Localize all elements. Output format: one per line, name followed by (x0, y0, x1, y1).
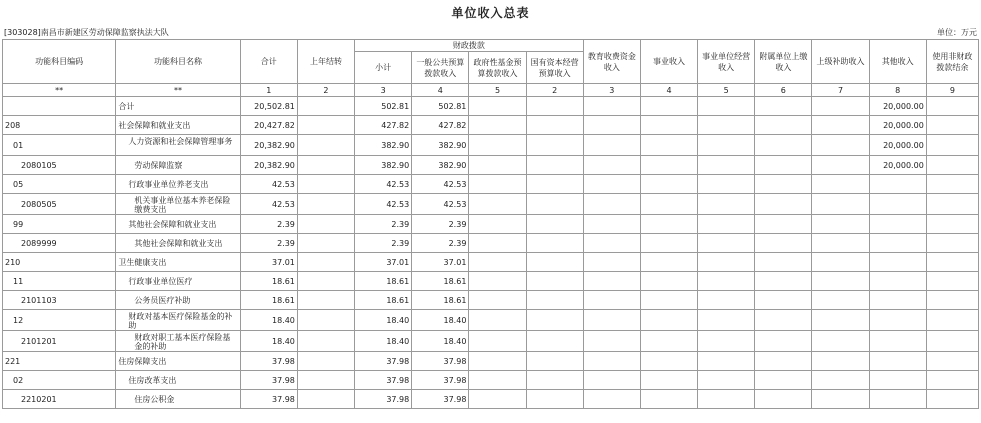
cell-general: 42.53 (412, 194, 469, 215)
cell-business (640, 116, 697, 135)
cell-state-capital (526, 116, 583, 135)
cell-other (869, 272, 926, 291)
cell-affiliate (755, 215, 812, 234)
cell-state-capital (526, 390, 583, 409)
cell-name: 其他社会保障和就业支出 (116, 215, 240, 234)
table-row (3, 234, 979, 253)
cell-edu (583, 194, 640, 215)
cell-operating (698, 234, 755, 253)
cell-gov-fund (469, 352, 526, 371)
cell-nonfiscal (926, 291, 978, 310)
cell-gov-fund (469, 310, 526, 331)
cell-subsidy (812, 272, 869, 291)
cell-general: 382.90 (412, 135, 469, 156)
header-operating: 事业单位经营收入 (698, 40, 755, 84)
cell-carry (297, 234, 354, 253)
table-row (3, 291, 979, 310)
cell-total: 37.98 (240, 390, 297, 409)
cell-edu (583, 116, 640, 135)
cell-subsidy (812, 215, 869, 234)
cell-code: 99 (3, 215, 116, 234)
index-cell: 2 (526, 84, 583, 97)
header-edu: 教育收费资金收入 (583, 40, 640, 84)
cell-name: 合计 (116, 97, 240, 116)
cell-other: 20,000.00 (869, 135, 926, 156)
index-cell: 6 (755, 84, 812, 97)
cell-business (640, 194, 697, 215)
cell-business (640, 215, 697, 234)
cell-general: 382.90 (412, 156, 469, 175)
cell-state-capital (526, 331, 583, 352)
cell-edu (583, 175, 640, 194)
cell-subsidy (812, 390, 869, 409)
cell-gov-fund (469, 194, 526, 215)
table-row (3, 97, 979, 116)
index-cell: 3 (355, 84, 412, 97)
page-title: 单位收入总表 (451, 6, 530, 20)
cell-affiliate (755, 97, 812, 116)
cell-total: 42.53 (240, 175, 297, 194)
cell-total: 20,502.81 (240, 97, 297, 116)
header-gov-fund: 政府性基金预算拨款收入 (469, 52, 526, 84)
cell-affiliate (755, 234, 812, 253)
cell-subsidy (812, 234, 869, 253)
cell-total: 2.39 (240, 215, 297, 234)
cell-business (640, 272, 697, 291)
cell-edu (583, 352, 640, 371)
cell-name: 机关事业单位基本养老保险缴费支出 (116, 194, 240, 215)
cell-code: 2101201 (3, 331, 116, 352)
cell-state-capital (526, 371, 583, 390)
cell-affiliate (755, 116, 812, 135)
cell-state-capital (526, 234, 583, 253)
cell-operating (698, 352, 755, 371)
cell-other (869, 175, 926, 194)
cell-name: 公务员医疗补助 (116, 291, 240, 310)
cell-subtotal: 502.81 (355, 97, 412, 116)
cell-general: 2.39 (412, 215, 469, 234)
cell-gov-fund (469, 272, 526, 291)
cell-subtotal: 18.40 (355, 331, 412, 352)
cell-subtotal: 37.98 (355, 352, 412, 371)
cell-state-capital (526, 310, 583, 331)
cell-gov-fund (469, 135, 526, 156)
cell-code: 2210201 (3, 390, 116, 409)
cell-name: 社会保障和就业支出 (116, 116, 240, 135)
cell-code: 2080505 (3, 194, 116, 215)
cell-code: 02 (3, 371, 116, 390)
cell-subsidy (812, 97, 869, 116)
cell-operating (698, 215, 755, 234)
index-cell: 3 (583, 84, 640, 97)
header-name: 功能科目名称 (116, 40, 240, 84)
cell-business (640, 390, 697, 409)
cell-subtotal: 37.98 (355, 390, 412, 409)
cell-edu (583, 331, 640, 352)
cell-total: 20,382.90 (240, 156, 297, 175)
table-row (3, 116, 979, 135)
cell-name: 行政事业单位医疗 (116, 272, 240, 291)
cell-edu (583, 310, 640, 331)
cell-operating (698, 175, 755, 194)
cell-subsidy (812, 175, 869, 194)
cell-affiliate (755, 291, 812, 310)
cell-subsidy (812, 156, 869, 175)
cell-carry (297, 215, 354, 234)
cell-carry (297, 331, 354, 352)
table-row (3, 175, 979, 194)
cell-other: 20,000.00 (869, 156, 926, 175)
cell-general: 37.98 (412, 390, 469, 409)
cell-carry (297, 116, 354, 135)
header-state-capital: 国有资本经营预算收入 (526, 52, 583, 84)
cell-carry (297, 194, 354, 215)
table-row (3, 310, 979, 331)
cell-gov-fund (469, 175, 526, 194)
cell-subtotal: 427.82 (355, 116, 412, 135)
cell-state-capital (526, 194, 583, 215)
table-row (3, 331, 979, 352)
cell-carry (297, 272, 354, 291)
cell-nonfiscal (926, 97, 978, 116)
index-cell: 9 (926, 84, 978, 97)
cell-affiliate (755, 331, 812, 352)
cell-general: 18.61 (412, 272, 469, 291)
cell-state-capital (526, 253, 583, 272)
table-row (3, 390, 979, 409)
cell-operating (698, 272, 755, 291)
cell-carry (297, 371, 354, 390)
header-carry: 上年结转 (297, 40, 354, 84)
cell-gov-fund (469, 156, 526, 175)
cell-total: 20,427.82 (240, 116, 297, 135)
cell-nonfiscal (926, 331, 978, 352)
cell-general: 18.40 (412, 310, 469, 331)
cell-name: 其他社会保障和就业支出 (116, 234, 240, 253)
cell-business (640, 371, 697, 390)
cell-name: 住房公积金 (116, 390, 240, 409)
cell-subtotal: 2.39 (355, 234, 412, 253)
cell-business (640, 97, 697, 116)
cell-general: 18.40 (412, 331, 469, 352)
cell-nonfiscal (926, 272, 978, 291)
cell-general: 37.98 (412, 371, 469, 390)
cell-operating (698, 194, 755, 215)
cell-code: 2080105 (3, 156, 116, 175)
cell-affiliate (755, 135, 812, 156)
cell-code (3, 97, 116, 116)
cell-subtotal: 37.01 (355, 253, 412, 272)
cell-subtotal: 42.53 (355, 194, 412, 215)
cell-business (640, 331, 697, 352)
cell-code: 05 (3, 175, 116, 194)
cell-gov-fund (469, 331, 526, 352)
cell-name: 住房改革支出 (116, 371, 240, 390)
cell-carry (297, 156, 354, 175)
cell-subsidy (812, 135, 869, 156)
cell-edu (583, 135, 640, 156)
index-cell: 1 (240, 84, 297, 97)
cell-gov-fund (469, 97, 526, 116)
cell-carry (297, 253, 354, 272)
cell-edu (583, 234, 640, 253)
cell-code: 11 (3, 272, 116, 291)
unit-label: 单位：万元 (937, 28, 977, 37)
cell-code: 2089999 (3, 234, 116, 253)
index-cell: ** (116, 84, 240, 97)
cell-state-capital (526, 135, 583, 156)
cell-code: 221 (3, 352, 116, 371)
header-business: 事业收入 (640, 40, 697, 84)
cell-business (640, 234, 697, 253)
cell-nonfiscal (926, 310, 978, 331)
cell-gov-fund (469, 371, 526, 390)
index-cell: ** (3, 84, 116, 97)
cell-general: 37.98 (412, 352, 469, 371)
cell-total: 18.61 (240, 291, 297, 310)
cell-operating (698, 390, 755, 409)
index-cell: 4 (640, 84, 697, 97)
cell-state-capital (526, 97, 583, 116)
cell-code: 12 (3, 310, 116, 331)
cell-carry (297, 97, 354, 116)
cell-affiliate (755, 352, 812, 371)
cell-edu (583, 215, 640, 234)
income-summary-table (2, 39, 979, 409)
cell-subsidy (812, 310, 869, 331)
cell-total: 18.40 (240, 331, 297, 352)
cell-nonfiscal (926, 194, 978, 215)
table-row (3, 272, 979, 291)
cell-affiliate (755, 175, 812, 194)
cell-other (869, 352, 926, 371)
cell-subtotal: 382.90 (355, 156, 412, 175)
cell-general: 42.53 (412, 175, 469, 194)
cell-nonfiscal (926, 156, 978, 175)
cell-nonfiscal (926, 390, 978, 409)
organization-label: [303028]南昌市新建区劳动保障监察执法大队 (4, 28, 169, 37)
header-total: 合计 (240, 40, 297, 84)
cell-subsidy (812, 194, 869, 215)
cell-total: 42.53 (240, 194, 297, 215)
index-cell: 7 (812, 84, 869, 97)
cell-other (869, 310, 926, 331)
cell-business (640, 291, 697, 310)
cell-general: 502.81 (412, 97, 469, 116)
cell-edu (583, 253, 640, 272)
cell-gov-fund (469, 390, 526, 409)
cell-subsidy (812, 371, 869, 390)
cell-code: 208 (3, 116, 116, 135)
cell-state-capital (526, 272, 583, 291)
cell-operating (698, 253, 755, 272)
cell-code: 210 (3, 253, 116, 272)
cell-gov-fund (469, 253, 526, 272)
cell-name: 人力资源和社会保障管理事务 (116, 135, 240, 156)
cell-nonfiscal (926, 215, 978, 234)
cell-total: 37.01 (240, 253, 297, 272)
cell-subsidy (812, 116, 869, 135)
cell-operating (698, 97, 755, 116)
cell-nonfiscal (926, 253, 978, 272)
cell-subtotal: 37.98 (355, 371, 412, 390)
cell-affiliate (755, 390, 812, 409)
cell-gov-fund (469, 116, 526, 135)
cell-nonfiscal (926, 175, 978, 194)
cell-nonfiscal (926, 352, 978, 371)
header-other: 其他收入 (869, 40, 926, 84)
cell-operating (698, 291, 755, 310)
cell-affiliate (755, 272, 812, 291)
cell-nonfiscal (926, 371, 978, 390)
cell-total: 37.98 (240, 371, 297, 390)
cell-other (869, 234, 926, 253)
cell-subsidy (812, 352, 869, 371)
cell-subtotal: 18.61 (355, 291, 412, 310)
cell-edu (583, 156, 640, 175)
cell-state-capital (526, 352, 583, 371)
cell-other (869, 331, 926, 352)
cell-total: 37.98 (240, 352, 297, 371)
cell-nonfiscal (926, 116, 978, 135)
cell-carry (297, 291, 354, 310)
cell-affiliate (755, 371, 812, 390)
header-nonfiscal: 使用非财政拨款结余 (926, 40, 978, 84)
header-affiliate: 附属单位上缴收入 (755, 40, 812, 84)
cell-name: 财政对基本医疗保险基金的补助 (116, 310, 240, 331)
cell-edu (583, 291, 640, 310)
cell-operating (698, 116, 755, 135)
cell-affiliate (755, 194, 812, 215)
cell-other: 20,000.00 (869, 116, 926, 135)
table-row (3, 156, 979, 175)
cell-total: 18.40 (240, 310, 297, 331)
table-row (3, 194, 979, 215)
cell-name: 劳动保障监察 (116, 156, 240, 175)
index-cell: 5 (469, 84, 526, 97)
cell-operating (698, 310, 755, 331)
cell-operating (698, 156, 755, 175)
cell-other (869, 253, 926, 272)
table-row (3, 352, 979, 371)
cell-subtotal: 18.61 (355, 272, 412, 291)
cell-other (869, 215, 926, 234)
cell-carry (297, 352, 354, 371)
cell-carry (297, 390, 354, 409)
cell-business (640, 352, 697, 371)
cell-subtotal: 2.39 (355, 215, 412, 234)
cell-state-capital (526, 215, 583, 234)
cell-gov-fund (469, 291, 526, 310)
cell-edu (583, 390, 640, 409)
cell-subsidy (812, 253, 869, 272)
cell-subtotal: 42.53 (355, 175, 412, 194)
cell-subtotal: 382.90 (355, 135, 412, 156)
cell-business (640, 175, 697, 194)
cell-business (640, 156, 697, 175)
cell-other (869, 291, 926, 310)
cell-affiliate (755, 310, 812, 331)
table-row (3, 215, 979, 234)
cell-gov-fund (469, 234, 526, 253)
cell-carry (297, 175, 354, 194)
cell-other (869, 194, 926, 215)
cell-edu (583, 272, 640, 291)
index-cell: 8 (869, 84, 926, 97)
header-general: 一般公共预算拨款收入 (412, 52, 469, 84)
cell-edu (583, 97, 640, 116)
table-row (3, 371, 979, 390)
cell-general: 2.39 (412, 234, 469, 253)
cell-carry (297, 135, 354, 156)
index-cell: 2 (297, 84, 354, 97)
cell-business (640, 310, 697, 331)
cell-name: 行政事业单位养老支出 (116, 175, 240, 194)
cell-other (869, 390, 926, 409)
cell-code: 01 (3, 135, 116, 156)
index-cell: 5 (698, 84, 755, 97)
cell-business (640, 135, 697, 156)
cell-other (869, 371, 926, 390)
cell-other: 20,000.00 (869, 97, 926, 116)
cell-nonfiscal (926, 135, 978, 156)
cell-affiliate (755, 253, 812, 272)
cell-operating (698, 331, 755, 352)
table-row (3, 135, 979, 156)
cell-total: 18.61 (240, 272, 297, 291)
cell-state-capital (526, 175, 583, 194)
cell-name: 卫生健康支出 (116, 253, 240, 272)
cell-state-capital (526, 291, 583, 310)
cell-carry (297, 310, 354, 331)
index-row (3, 84, 979, 97)
cell-affiliate (755, 156, 812, 175)
cell-name: 财政对职工基本医疗保险基金的补助 (116, 331, 240, 352)
cell-nonfiscal (926, 234, 978, 253)
header-code: 功能科目编码 (3, 40, 116, 84)
cell-subtotal: 18.40 (355, 310, 412, 331)
cell-gov-fund (469, 215, 526, 234)
cell-name: 住房保障支出 (116, 352, 240, 371)
cell-code: 2101103 (3, 291, 116, 310)
cell-total: 20,382.90 (240, 135, 297, 156)
table-row (3, 253, 979, 272)
cell-general: 18.61 (412, 291, 469, 310)
header-subsidy: 上级补助收入 (812, 40, 869, 84)
header-subtotal: 小计 (355, 52, 412, 84)
table-body (3, 84, 979, 409)
table-header (3, 40, 979, 84)
cell-subsidy (812, 291, 869, 310)
index-cell: 4 (412, 84, 469, 97)
cell-operating (698, 135, 755, 156)
cell-general: 37.01 (412, 253, 469, 272)
cell-total: 2.39 (240, 234, 297, 253)
cell-general: 427.82 (412, 116, 469, 135)
header-fiscal: 财政拨款 (355, 40, 584, 52)
cell-business (640, 253, 697, 272)
cell-state-capital (526, 156, 583, 175)
cell-operating (698, 371, 755, 390)
cell-subsidy (812, 331, 869, 352)
cell-edu (583, 371, 640, 390)
